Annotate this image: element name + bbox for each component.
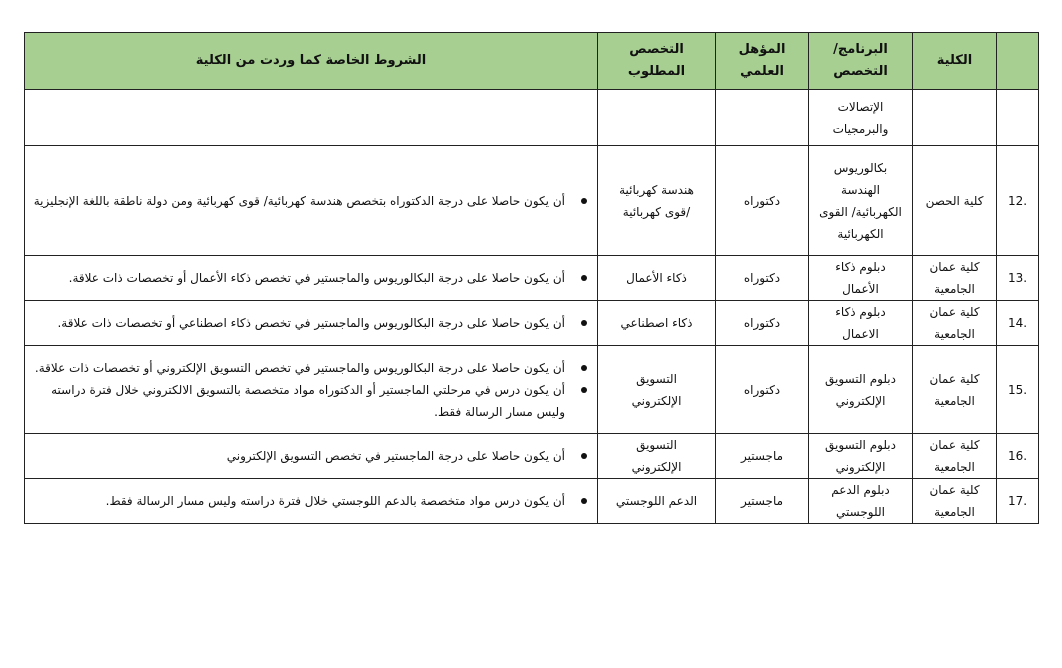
specialization-cell [598,256,716,301]
college-cell-line: الجامعية [934,282,975,296]
qualification-cell [716,301,809,346]
qualification-cell [716,346,809,434]
conditions-list [31,357,591,423]
program-cell-line: الإتصالات [837,99,884,114]
conditions-cell [25,146,598,256]
program-cell-line: الأعمال [842,282,879,296]
header-specialization-line: المطلوب [627,64,686,79]
qualification-cell [716,90,809,146]
conditions-list [31,267,591,289]
college-cell-line: كلية عمان [929,260,980,274]
header-program [809,33,913,90]
table-row [25,434,1039,479]
conditions-cell [25,479,598,524]
conditions-cell [25,434,598,479]
header-qualification-line: العلمي [740,64,784,79]
specialization-cell-line: التسويق [636,438,677,452]
conditions-cell [25,90,598,146]
conditions-cell [25,301,598,346]
program-cell-line: بكالوريوس [833,160,888,175]
program-cell-line: دبلوم ذكاء [835,305,886,319]
header-specialization [598,33,716,90]
specialization-cell-line: الدعم اللوجستي [615,494,698,508]
specialization-cell-line: الإلكتروني [631,393,682,408]
requirements-table [24,32,1039,524]
program-cell [809,301,913,346]
program-cell-line: دبلوم ذكاء [835,260,886,274]
specialization-cell-line: الإلكتروني [631,460,682,474]
table-row [25,301,1039,346]
college-cell [913,479,997,524]
table-body [25,90,1039,524]
program-cell-line: الكهربائية/ القوى [819,204,902,219]
header-program-line: البرنامج/ [833,42,888,57]
num-cell: 13. [997,256,1039,301]
college-cell [913,434,997,479]
table-row [25,90,1039,146]
num-cell: 17. [997,479,1039,524]
program-cell-line: دبلوم التسويق [825,371,896,386]
specialization-cell [598,146,716,256]
qualification-cell-line: ماجستير [740,449,784,463]
header-qualification-line: المؤهل [738,42,786,57]
table-row [25,256,1039,301]
program-cell [809,90,913,146]
num-cell: 12. [997,146,1039,256]
college-cell-line: كلية الحصن [925,193,984,208]
table-row [25,146,1039,256]
college-cell [913,90,997,146]
conditions-list [31,490,591,512]
conditions-cell [25,256,598,301]
qualification-cell [716,146,809,256]
college-cell-line: كلية عمان [929,438,980,452]
program-cell-line: دبلوم التسويق [825,438,896,452]
specialization-cell [598,479,716,524]
header-program-line: التخصص [833,64,888,79]
specialization-cell [598,90,716,146]
num-cell [997,90,1039,146]
qualification-cell-line: دكتوراه [743,382,781,397]
qualification-cell [716,479,809,524]
college-cell [913,256,997,301]
specialization-cell-line: ذكاء اصطناعي [620,316,693,330]
table-row [25,346,1039,434]
qualification-cell-line: دكتوراه [743,316,781,330]
condition-item: أن يكون درس مواد متخصصة بالدعم اللوجستي خلال فترة دراسته وليس مسار الرسالة فقط. [31,490,591,512]
program-cell [809,146,913,256]
college-cell [913,346,997,434]
qualification-cell-line: دكتوراه [743,193,781,208]
conditions-list [31,445,591,467]
specialization-cell [598,434,716,479]
specialization-cell [598,346,716,434]
conditions-list [31,312,591,334]
condition-item: أن يكون حاصلا على درجة البكالوريوس والماجستير في تخصص ذكاء اصطناعي أو تخصصات ذات علاقة. [31,312,591,334]
qualification-cell-line: دكتوراه [743,271,781,285]
program-cell-line: اللوجستي [836,505,885,519]
condition-item: أن يكون حاصلا على درجة البكالوريوس والماجستير في تخصص التسويق الإلكتروني أو تخصصات ذات علاقة. [31,357,591,379]
program-cell-line: دبلوم الدعم [831,483,890,497]
qualification-cell [716,434,809,479]
specialization-cell-line: التسويق [636,371,677,386]
program-cell-line: الهندسة [841,182,880,197]
specialization-cell-line: /قوى كهربائية [622,204,691,219]
header-conditions: الشروط الخاصة كما وردت من الكلية [25,33,598,90]
college-cell-line: كلية عمان [929,483,980,497]
college-cell-line: الجامعية [934,460,975,474]
qualification-cell [716,256,809,301]
program-cell [809,346,913,434]
num-cell: 15. [997,346,1039,434]
college-cell-line: الجامعية [934,505,975,519]
specialization-cell [598,301,716,346]
num-cell: 14. [997,301,1039,346]
college-cell [913,301,997,346]
condition-item: أن يكون حاصلا على درجة الدكتوراه بتخصص هندسة كهربائية/ قوى كهربائية ومن دولة ناطقة باللغة الإنجليزية [31,190,591,212]
college-cell-line: كلية عمان [929,305,980,319]
program-cell-line: والبرمجيات [832,121,889,136]
college-cell [913,146,997,256]
specialization-cell-line: ذكاء الأعمال [626,271,687,285]
condition-item: أن يكون حاصلا على درجة البكالوريوس والماجستير في تخصص ذكاء الأعمال أو تخصصات ذات علاقة. [31,267,591,289]
table-row [25,479,1039,524]
program-cell-line: الإلكتروني [835,393,886,408]
condition-item: أن يكون حاصلا على درجة الماجستير في تخصص التسويق الإلكتروني [31,445,591,467]
program-cell [809,256,913,301]
conditions-cell [25,346,598,434]
table-header-row [25,33,1039,90]
program-cell-line: الإلكتروني [835,460,886,474]
program-cell [809,434,913,479]
program-cell-line: الكهربائية [837,226,884,241]
college-cell-line: كلية عمان [929,371,980,386]
college-cell-line: الجامعية [934,327,975,341]
header-qualification [716,33,809,90]
specialization-cell-line: هندسة كهربائية [619,182,694,197]
num-cell: 16. [997,434,1039,479]
header-college: الكلية [913,33,997,90]
header-specialization-line: التخصص [629,42,684,57]
program-cell [809,479,913,524]
college-cell-line: الجامعية [934,393,975,408]
qualification-cell-line: ماجستير [740,494,784,508]
conditions-list [31,190,591,212]
header-num [997,33,1039,90]
program-cell-line: الاعمال [842,327,879,341]
condition-item: أن يكون درس في مرحلتي الماجستير أو الدكتوراه مواد متخصصة بالتسويق الالكتروني خلال فترة دراسته وليس مسار الرسالة فقط. [31,379,591,423]
